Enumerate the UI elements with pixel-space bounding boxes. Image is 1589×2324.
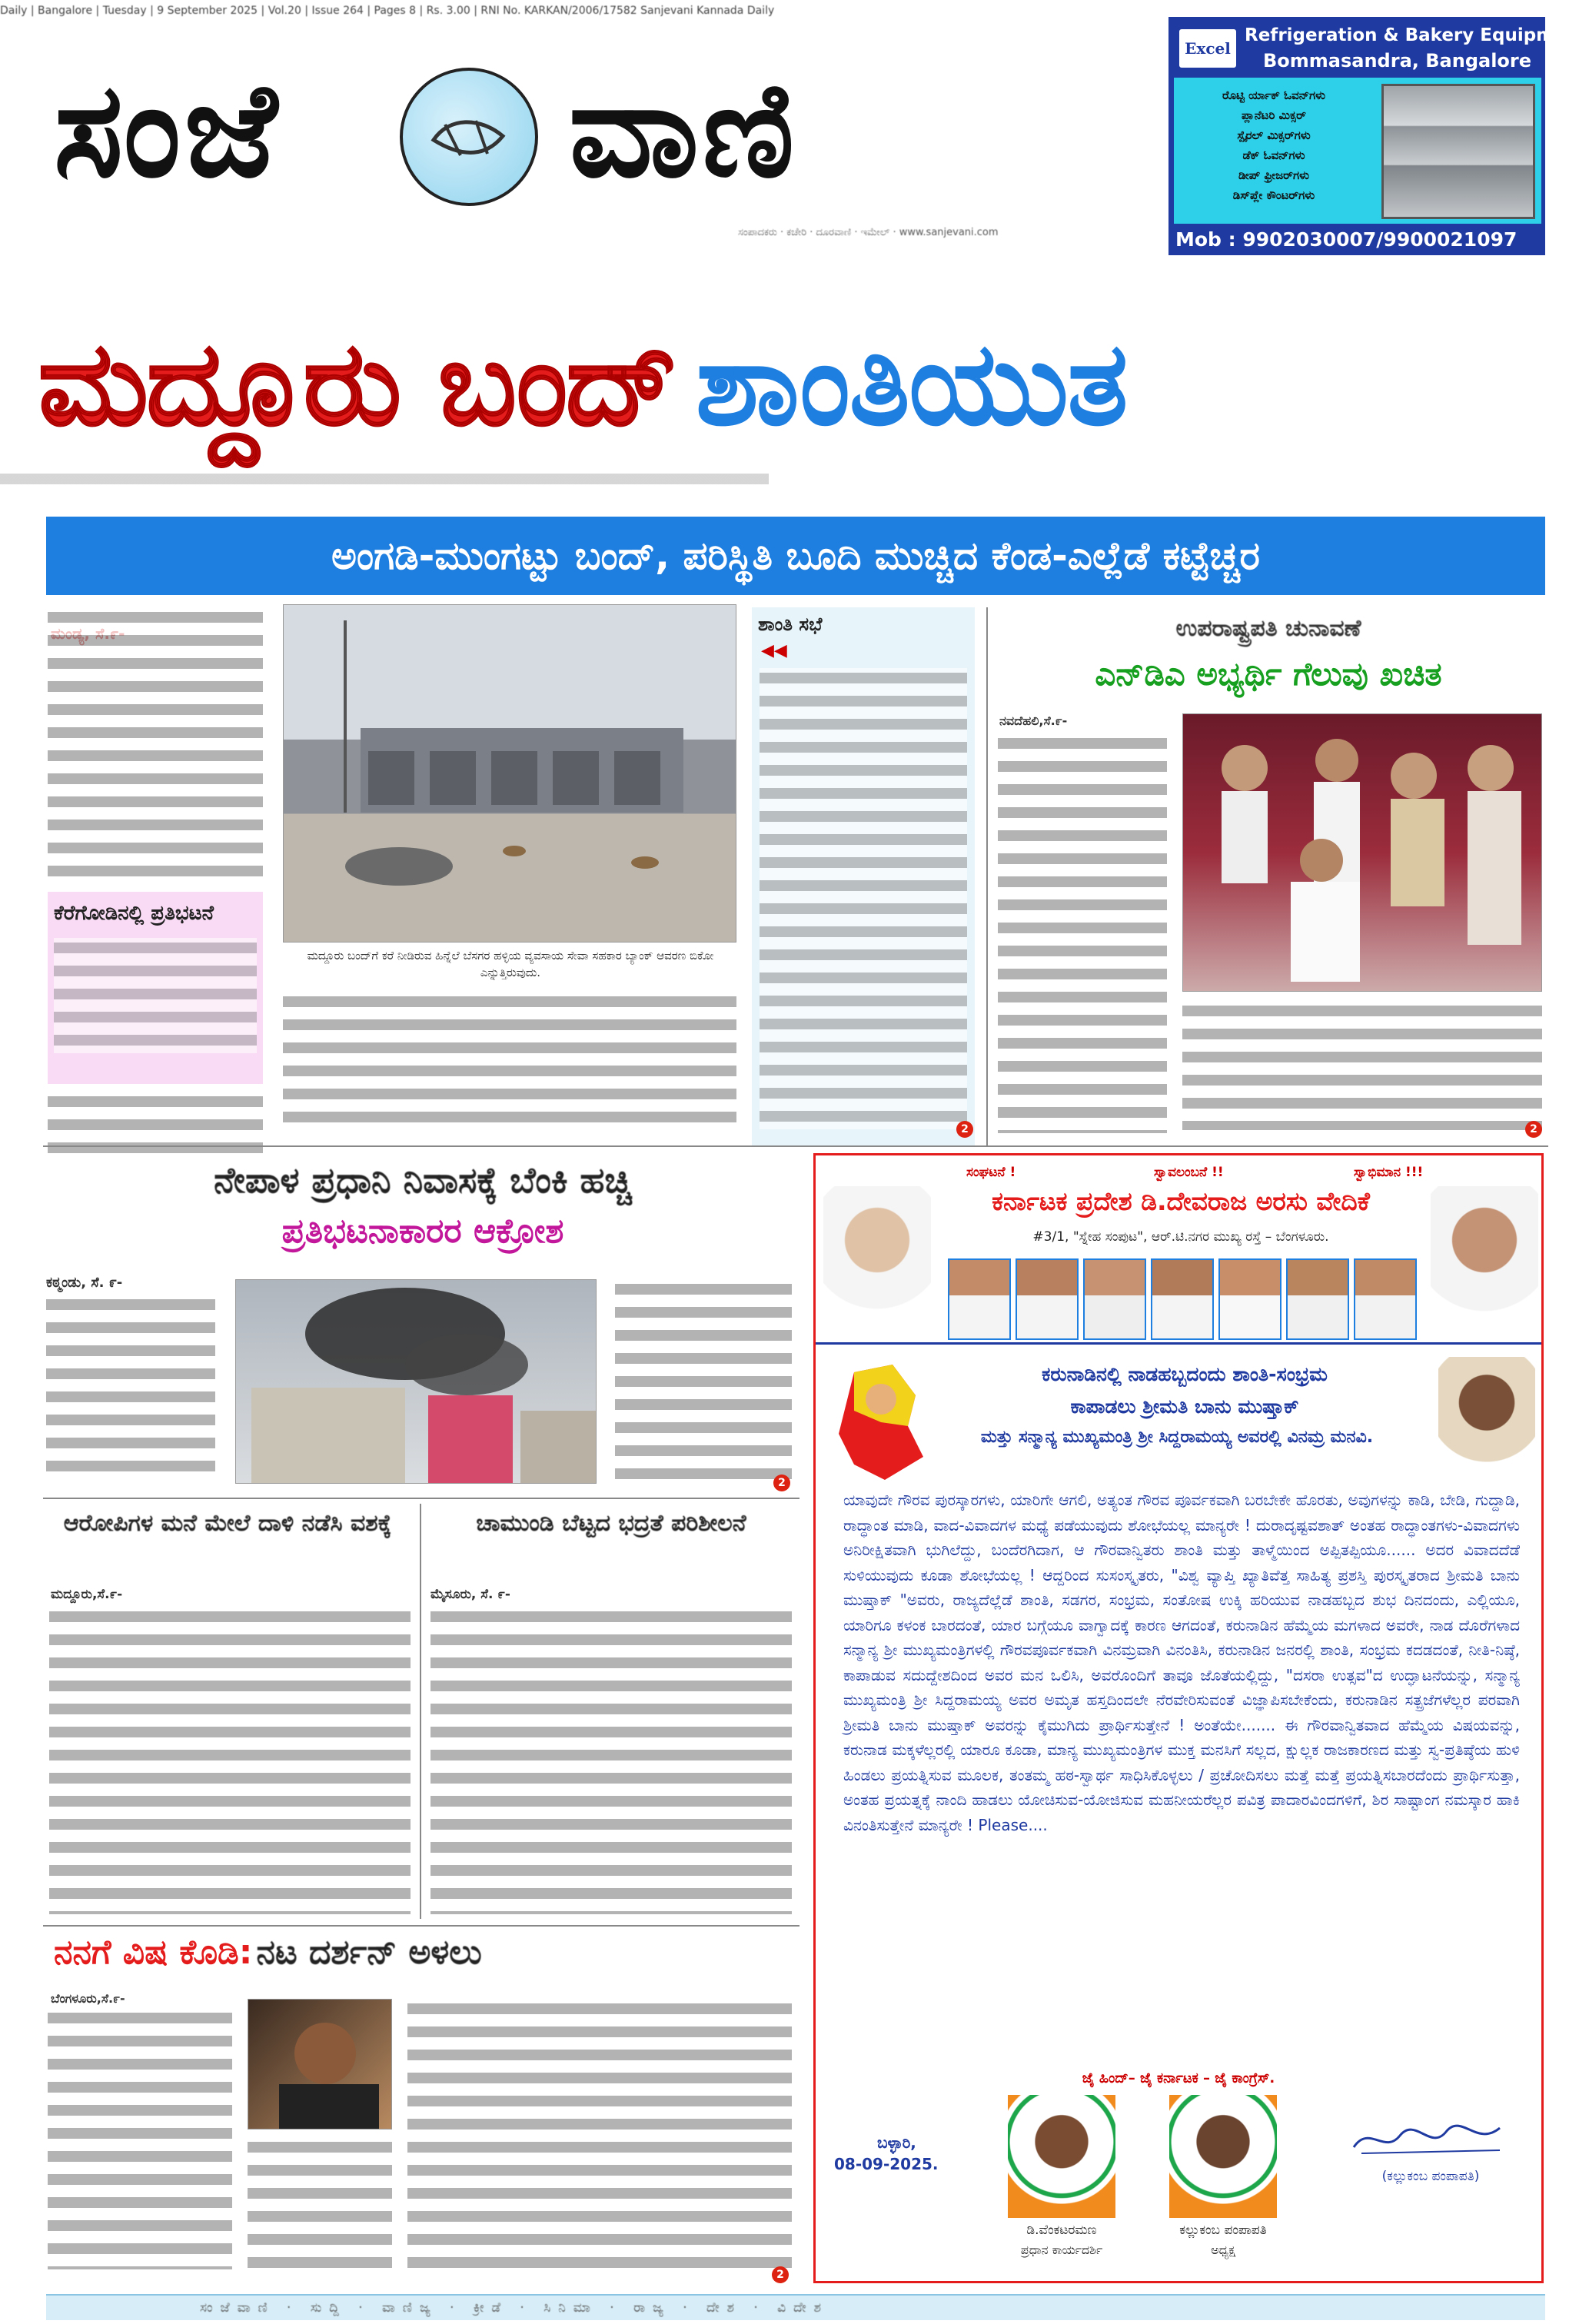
ad-date: 08-09-2025. [834, 2155, 939, 2173]
page-jump-badge: 2 [956, 1121, 973, 1138]
ad-org-name: ಕರ್ನಾಟಕ ಪ್ರದೇಶ ಡಿ.ದೇವರಾಜ ಅರಸು ವೇದಿಕೆ [992, 1186, 1370, 1216]
maddur2-dateline: ಮದ್ದೂರು,ಸೆ.೯- [51, 1587, 123, 1602]
president-portrait [1438, 1357, 1535, 1488]
lead-headline-red: ಮದ್ದೂರು ಬಂದ್ [38, 318, 676, 451]
top-ad-body [1174, 78, 1541, 224]
masthead-logo-globe [400, 68, 538, 206]
ad-place: ಬಳ್ಳಾರಿ, [877, 2133, 916, 2152]
ad-tag-2: ಸ್ವಾವಲಂಬನೆ !! [1154, 1165, 1224, 1180]
darshan-headline-red: ನನಗೆ ವಿಷ ಕೊಡಿ: [54, 1933, 253, 1972]
darshan-column-left [48, 2008, 232, 2269]
column-divider [420, 1504, 421, 1919]
leader-thumb [1016, 1258, 1079, 1340]
maddur2-text [49, 1607, 411, 1914]
top-ad-line: ಡೆಕ್ ಓವನ್‌ಗಳು [1242, 148, 1305, 162]
lead-side-text [760, 668, 967, 1129]
lead-sidebar [48, 892, 263, 1084]
darshan-column-mid [248, 2137, 392, 2268]
column-divider [986, 607, 988, 1145]
leaders-photo-image [1183, 714, 1542, 992]
oven-image [1381, 84, 1535, 219]
nepal-photo [235, 1279, 597, 1484]
vp-column-right [1182, 1001, 1542, 1130]
masthead [31, 31, 799, 254]
top-ad-line: ರೊಟ್ಟಿ ರ್ಯಾಕ್ ಓವನ್‌ಗಳು [1222, 88, 1326, 102]
lead-column-1b [48, 1092, 263, 1153]
person2-portrait [1169, 2095, 1277, 2218]
vp-headline: ಎನ್‌ಡಿಎ ಅಭ್ಯರ್ಥಿ ಗೆಲುವು ಖಚಿತ [1095, 655, 1442, 693]
ad-address: #3/1, "ಸ್ನೇಹ ಸಂಪುಟ", ಆರ್.ಟಿ.ನಗರ ಮುಖ್ಯ ರಸ್ತೆ – ಬೆಂಗಳೂರು. [1032, 1229, 1329, 1245]
nepal-column-right [615, 1279, 792, 1487]
leader-portrait-right [1431, 1186, 1538, 1340]
leader-portrait-left [823, 1186, 931, 1340]
darshan-dateline: ಬೆಂಗಳೂರು,ಸೆ.೯- [51, 1991, 125, 2006]
lead-subhead: ಅಂಗಡಿ-ಮುಂಗಟ್ಟು ಬಂದ್, ಪರಿಸ್ಥಿತಿ ಬೂದಿ ಮುಚ್ಚಿದ ಕೆಂಡ-ಎಲ್ಲೆಡೆ ಕಟ್ಟೆಚ್ಚರ [331, 533, 1260, 578]
rewind-icon: ◀◀ [761, 641, 787, 660]
masthead-title-right: ವಾಣಿ [569, 55, 798, 207]
mysuru-headline: ಚಾಮುಂಡಿ ಬೆಟ್ಟದ ಭದ್ರತೆ ಪರಿಶೀಲನೆ [476, 1510, 746, 1537]
person2-name: ಕಲ್ಲುಕಂಬ ಪಂಪಾಪತಿ [1179, 2223, 1267, 2238]
political-ad [813, 1153, 1544, 2283]
top-ad-line: ಡೀಪ್ ಫ್ರೀಜರ್‌ಗಳು [1238, 168, 1309, 182]
ad-appeal-line-1: ಕರುನಾಡಿನಲ್ಲಿ ನಾಡಹಬ್ಬದಂದು ಶಾಂತಿ-ಸಂಭ್ರಮ [1042, 1363, 1328, 1385]
lead-column-2 [283, 992, 736, 1130]
darshan-column-right [407, 1999, 792, 2268]
person1-portrait [1008, 2095, 1115, 2218]
masthead-top-strip: Daily | Bangalore | Tuesday | 9 September 2025 | Vol.20 | Issue 264 | Pages 8 | Rs. 3.00 | RNI No. KARKAN/2006/17582 Sanjevani Kannada Daily [0, 5, 775, 17]
person2-role: ಅಧ್ಯಕ್ಷ [1211, 2243, 1235, 2257]
ad-header [816, 1155, 1541, 1345]
lead-headline [38, 284, 1545, 492]
vp-kicker: ಉಪರಾಷ್ಟ್ರಪತಿ ಚುನಾವಣೆ [1175, 615, 1361, 642]
vp-dateline: ನವದೆಹಲಿ,ಸೆ.೯- [999, 713, 1068, 728]
shop-front-image [284, 605, 736, 943]
maddur2-headline: ಆರೋಪಿಗಳ ಮನೆ ಮೇಲೆ ದಾಳಿ ನಡೆಸಿ ವಶಕ್ಕೆ [63, 1510, 392, 1537]
section-divider [43, 1925, 799, 1927]
leader-thumbnails [948, 1258, 1417, 1340]
lead-side-column [752, 607, 975, 1145]
masthead-title-left: ಸಂಜೆ [54, 55, 281, 207]
nepal-dateline: ಕಠ್ಮಂಡು, ಸೆ. ೯- [46, 1275, 123, 1291]
page-jump-badge: 2 [1525, 1121, 1542, 1138]
top-ad-line: ಪ್ಲಾನೆಟರಿ ಮಿಕ್ಸರ್ [1242, 108, 1306, 122]
footer-strip-text: ಸಂಜೆವಾಣಿ · ಸುದ್ದಿ · ವಾಣಿಜ್ಯ · ಕ್ರೀಡೆ · ಸಿನಿಮಾ · ರಾಜ್ಯ · ದೇಶ · ವಿದೇಶ [200, 2300, 829, 2316]
vp-column-left [998, 733, 1167, 1133]
excel-logo-text: Excel [1185, 39, 1231, 58]
page-jump-badge: 2 [772, 2266, 789, 2283]
top-ad-mobile: Mob : 9902030007/9900021097 [1175, 228, 1518, 251]
top-ad-line: ಸ್ಪೈರಲ್ ಮಿಕ್ಸರ್‌ಗಳು [1237, 128, 1311, 142]
lead-side-title: ಶಾಂತಿ ಸಭೆ [758, 613, 823, 635]
vp-photo [1182, 713, 1542, 992]
globe-icon [403, 71, 535, 203]
lead-sidebar-text [54, 938, 257, 1053]
leader-thumb [1151, 1258, 1214, 1340]
mysuru-dateline: ಮೈಸೂರು, ಸೆ. ೯- [430, 1587, 510, 1602]
nepal-column-left [46, 1295, 215, 1479]
person1-name: ಡಿ.ವೆಂಕಟರಮಣ [1026, 2223, 1097, 2238]
lead-sidebar-title: ಕೆರೆಗೋಡಿನಲ್ಲಿ ಪ್ರತಿಭಟನೆ [54, 902, 214, 925]
ad-tag-3: ಸ್ವಾಭಿಮಾನ !!! [1354, 1165, 1424, 1180]
section-divider [43, 1145, 1548, 1147]
darshan-headline [54, 1933, 807, 1972]
lead-headline-blue: ಶಾಂತಿಯುತ [695, 318, 1127, 451]
lead-photo [283, 604, 736, 943]
ad-appeal-line-3: ಮತ್ತು ಸನ್ಮಾನ್ಯ ಮುಖ್ಯಮಂತ್ರಿ ಶ್ರೀ ಸಿದ್ದರಾಮಯ್ಯ ಅವರಲ್ಲಿ ವಿನಮ್ರ ಮನವಿ. [980, 1428, 1374, 1447]
page-jump-badge: 2 [773, 1475, 790, 1491]
masthead-sub-strip: ಸಂಪಾದಕರು · ಕಚೇರಿ · ದೂರವಾಣಿ · ಇಮೇಲ್ · www.sanjevani.com [738, 227, 999, 238]
leader-thumb [1354, 1258, 1417, 1340]
footer-strip [46, 2294, 1545, 2320]
leader-thumb [1286, 1258, 1349, 1340]
fire-smoke-image [236, 1280, 597, 1484]
excel-logo [1177, 27, 1238, 70]
mysuru-text [430, 1607, 792, 1914]
lead-column-1 [48, 607, 263, 884]
ad-body: ಯಾವುದೇ ಗೌರವ ಪುರಸ್ಕಾರಗಳು, ಯಾರಿಗೇ ಆಗಲಿ, ಅತ್ಯಂತ ಗೌರವ ಪೂರ್ವಕವಾಗಿ ಬರಬೇಕೇ ಹೊರತು, ಅವುಗಳನ್ನು ಕಾಡಿ, ಬೇಡಿ, ಗುದ್ದಾಡಿ, ರಾದ್ಧಾಂತ ಮಾಡಿ, ವಾದ-ವಿವಾದಗಳ ಮಧ್ಯೆ ಪಡೆಯುವುದು ಶೋಭೆಯಲ್ಲ ಮಾನ್ಯರೇ ! ದುರಾದೃಷ್ಟವಶಾತ್ ಅಂತಹ ರಾದ್ಧಾಂತಗಳು-ವಿವಾದಗಳು ಅನಿರೀಕ್ಷಿತವಾಗಿ ಭುಗಿಲೆದ್ದು, ಬಂದೆರಗಿದಾಗ, ಆ ಗೌರವಾನ್ವಿತರು ಶಾಂತಿ ಮತ್ತು ತಾಳ್ಮೆಯಿಂದ ಅಪ್ಪಿತಪ್ಪಿಯೂ...... ಅದರ ವಿವಾದದೆಡೆ ಸುಳಿಯುವುದು ಕೂಡಾ ಶೋಭೆಯಲ್ಲ ! ಆದ್ದರಿಂದ ಸುಸಂಸ್ಕೃತರು, "ವಿಶ್ವ ವ್ಯಾಪ್ತಿ ಖ್ಯಾತಿವೆತ್ತ ಸಾಹಿತ್ಯ ಪ್ರಶಸ್ತಿ ಪುರಸ್ಕೃತರಾದ ಶ್ರೀಮತಿ ಬಾನು ಮುಷ್ತಾಕ್ "ಅವರು, ರಾಜ್ಯದೆಲ್ಲೆಡೆ ಶಾಂತಿ, ಸಡಗರ, ಸಂಭ್ರಮ, ಸಂತೋಷ ಉಕ್ಕಿ ಹರಿಯುವ ನಾಡಹಬ್ಬದ ಶುಭ ದಿನದಂದು, ಎಲ್ಲಿಯೂ, ಯಾರಿಗೂ ಕಳಂಕ ಬಾರದಂತೆ, ಯಾರ ಬಗ್ಗೆಯೂ ವಾಗ್ವಾದಕ್ಕೆ ಕಾರಣ ಆಗದಂತೆ, ಕರುನಾಡಿನ ಹೆಮ್ಮೆಯ ಮಗಳಾದ ಅವರೇ, ನಾಡ ದೊರೆಗಳಾದ ಸನ್ಮಾನ್ಯ ಶ್ರೀ ಮುಖ್ಯಮಂತ್ರಿಗಳಲ್ಲಿ ಗೌರವಪೂರ್ವಕವಾಗಿ ವಿನಮ್ರವಾಗಿ ವಿನಂತಿಸಿ, ಕರುನಾಡಿನ ಜನರಲ್ಲಿ ಶಾಂತಿ, ಸಂಭ್ರಮ ಕದಡದಂತೆ, ನೀತಿ-ನಿಷ್ಠೆ, ಕಾಪಾಡುವ ಸದುದ್ದೇಶದಿಂದ ಅವರ ಮನ ಒಲಿಸಿ, ಅವರೊಂದಿಗೆ ತಾವೂ ಜೊತೆಯಲ್ಲಿದ್ದು, "ದಸರಾ ಉತ್ಸವ"ದ ಉದ್ಘಾಟನೆಯನ್ನು, ಸನ್ಮಾನ್ಯ ಮುಖ್ಯಮಂತ್ರಿ ಶ್ರೀ ಸಿದ್ದರಾಮಯ್ಯ ಅವರ ಅಮೃತ ಹಸ್ತದಿಂದಲೇ ನೆರವೇರಿಸುವಂತೆ ವಿಜ್ಞಾಪಿಸಬೇಕೆಂದು, ಕರುನಾಡಿನ ಸತ್ಪ್ರಜೆಗಳೆಲ್ಲರ ಪರವಾಗಿ ಶ್ರೀಮತಿ ಬಾನು ಮುಷ್ತಾಕ್ ಅವರನ್ನು ಕೈಮುಗಿದು ಪ್ರಾರ್ಥಿಸುತ್ತೇನೆ ! ಅಂತೆಯೇ....... ಈ ಗೌರವಾನ್ವಿತವಾದ ಹೆಮ್ಮೆಯ ವಿಷಯವನ್ನು, ಕರುನಾಡ ಮಕ್ಕಳೆಲ್ಲರಲ್ಲಿ ಯಾರೂ ಕೂಡಾ, ಮಾನ್ಯ ಮುಖ್ಯಮಂತ್ರಿಗಳ ಮುಕ್ತ ಮನಸಿಗೆ ಸಲ್ಲದ, ಕ್ಷುಲ್ಲಕ ರಾಜಕಾರಣದ ಮತ್ತು ಸ್ವ-ಪ್ರತಿಷ್ಠೆಯ ಹುಳಿ ಹಿಂಡಲು ಪ್ರಯತ್ನಿಸುವ ಮೂಲಕ, ತಂತಮ್ಮ ಹಠ-ಸ್ವಾರ್ಥ ಸಾಧಿಸಿಕೊಳ್ಳಲು / ಪ್ರಚೋದಿಸಲು ಮತ್ತೆ ಮತ್ತೆ ಪ್ರಯತ್ನಿಸಬಾರದೆಂದು ಪ್ರಾರ್ಥಿಸುತ್ತಾ, ಅಂತಹ ಪ್ರಯತ್ನಕ್ಕೆ ನಾಂದಿ ಹಾಡಲು ಯೋಚಿಸುವ-ಯೋಜಿಸುವ ಮಹನೀಯರೆಲ್ಲರ ಪವಿತ್ರ ಪಾದಾರವಿಂದಗಳಿಗೆ, ಶಿರ ಸಾಷ್ಟಾಂಗ ನಮಸ್ಕಾರ ಹಾಕಿ ವಿನಂತಿಸುತ್ತೇನೆ ಮಾನ್ಯರೇ ! Please.... [843, 1491, 1520, 1834]
top-ad-location: Bommasandra, Bangalore [1263, 50, 1532, 71]
leader-thumb [948, 1258, 1011, 1340]
top-ad-list [1182, 85, 1366, 205]
lead-photo-caption: ಮದ್ದೂರು ಬಂದ್‌ಗೆ ಕರೆ ನೀಡಿರುವ ಹಿನ್ನೆಲೆ ಬೆಸಗರ ಹಳ್ಳಿಯ ವ್ಯವಸಾಯ ಸೇವಾ ಸಹಕಾರ ಬ್ಯಾಂಕ್ ಆವರಣ ಬಿಕೋ ಎನ್ನುತ್ತಿರುವುದು. [307, 949, 714, 979]
subhead-fragments [0, 469, 769, 489]
section-divider [43, 1498, 799, 1499]
actor-portrait-image [248, 2000, 392, 2130]
signature-name: (ಕಲ್ಲುಕಂಬ ಪಂಪಾಪತಿ) [1381, 2169, 1480, 2184]
lead-subhead-band [46, 517, 1545, 595]
ad-tag-1: ಸಂಘಟನೆ ! [966, 1165, 1016, 1180]
leader-thumb [1218, 1258, 1282, 1340]
nepal-subhead: ಪ್ರತಿಭಟನಾಕಾರರ ಆಕ್ರೋಶ [281, 1212, 564, 1251]
signature-image [1346, 2116, 1515, 2163]
top-ad [1168, 17, 1588, 255]
ad-slogan: ಜೈ ಹಿಂದ್– ಜೈ ಕರ್ನಾಟಕ – ಜೈ ಕಾಂಗ್ರೆಸ್. [1082, 2070, 1275, 2086]
darshan-headline-rest: ನಟ ದರ್ಶನ್ ಅಳಲು [256, 1933, 482, 1972]
top-ad-line: ಡಿಸ್‌ಪ್ಲೇ ಕೌಂಟರ್‌ಗಳು [1232, 188, 1315, 202]
karnataka-map-icon [823, 1357, 931, 1488]
ad-appeal-line-2: ಕಾಪಾಡಲು ಶ್ರೀಮತಿ ಬಾನು ಮುಷ್ತಾಕ್ [1070, 1395, 1299, 1418]
person1-role: ಪ್ರಧಾನ ಕಾರ್ಯದರ್ಶಿ [1020, 2243, 1103, 2257]
top-ad-headline: Refrigeration & Bakery Equipment [1245, 25, 1588, 45]
leader-thumb [1083, 1258, 1146, 1340]
darshan-photo [248, 1999, 392, 2130]
nepal-headline: ನೇಪಾಳ ಪ್ರಧಾನಿ ನಿವಾಸಕ್ಕೆ ಬೆಂಕಿ ಹಚ್ಚಿ [214, 1159, 632, 1201]
